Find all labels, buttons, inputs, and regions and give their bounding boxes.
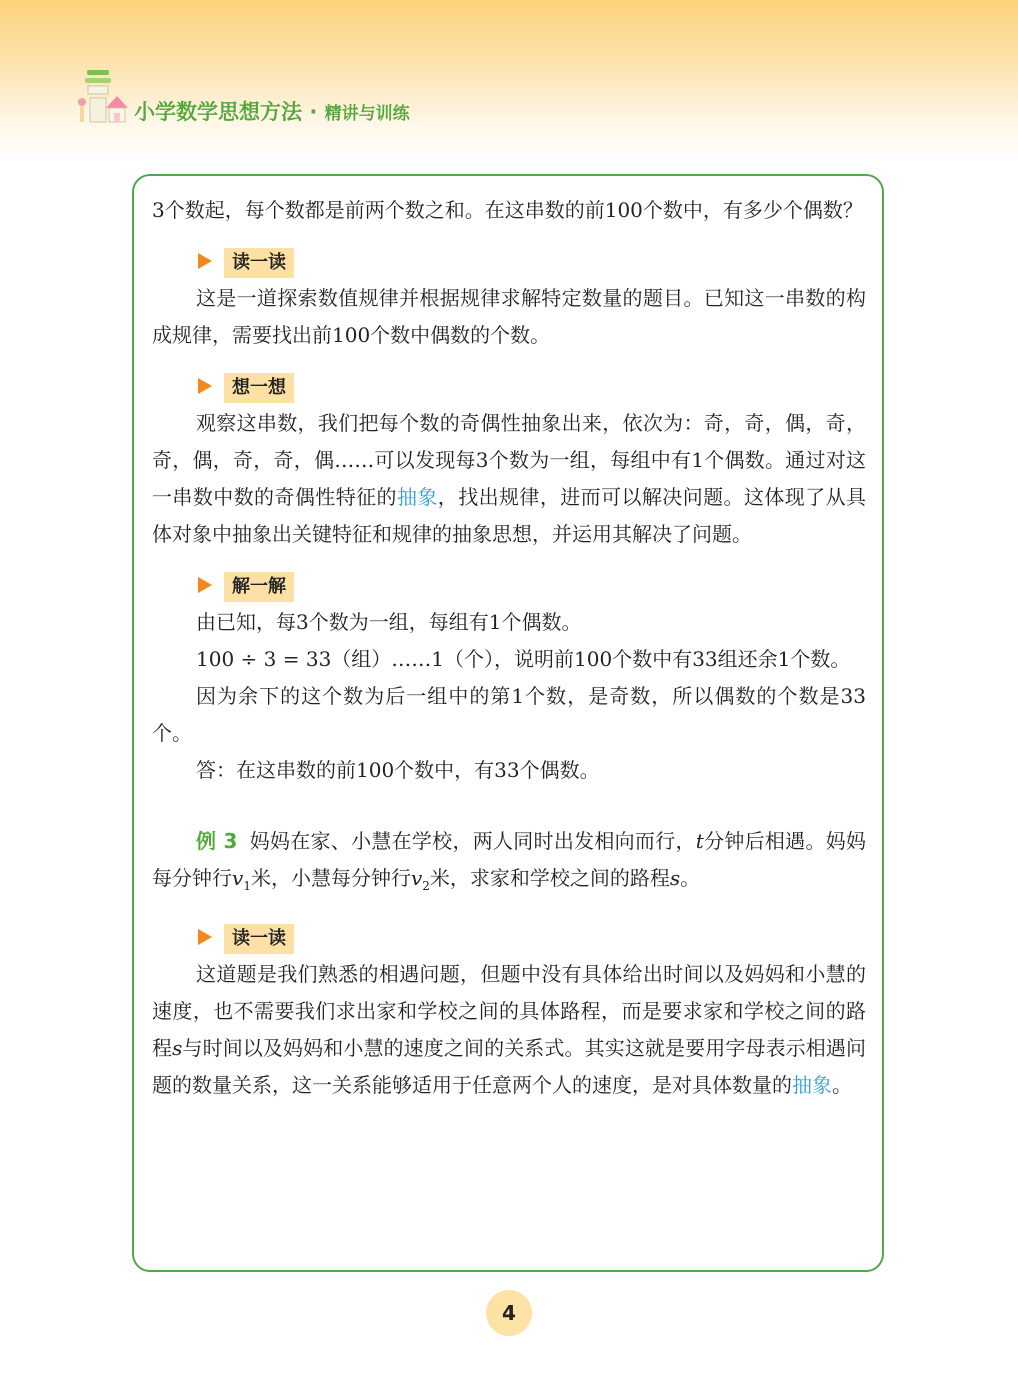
solve-label: 解一解	[224, 572, 294, 602]
series-title	[134, 96, 410, 126]
example-text: 米，求家和学校之间的路程	[429, 866, 670, 890]
think-label: 想一想	[224, 373, 294, 403]
example-read-text: 这道题是我们熟悉的相遇问题，但题中没有具体给出时间以及妈妈和小慧的速度，也不需要我们求出家和学校之间的具体路程，而是要求家和学校之间的路程	[152, 962, 866, 1060]
read-label: 读一读	[224, 248, 294, 278]
example-text: 分钟后相遇。妈妈每分钟行	[152, 829, 867, 890]
triangle-bullet-icon	[198, 253, 212, 269]
triangle-bullet-icon	[198, 577, 212, 593]
read-paragraph: 这是一道探索数值规律并根据规律求解特定数量的题目。已知这一串数的构成规律，需要找出前100个数中偶数的个数。	[152, 286, 866, 347]
example-3-read-label: 读一读	[224, 924, 294, 954]
page-content	[152, 192, 866, 1104]
series-name: 小学数学思想方法	[134, 100, 302, 124]
example-3-problem	[152, 823, 866, 905]
section-solve-heading	[198, 570, 866, 600]
triangle-bullet-icon	[198, 378, 212, 394]
abstraction-highlight: 抽象	[792, 1073, 832, 1097]
example-3-read-paragraph	[152, 956, 866, 1104]
think-paragraph	[152, 405, 866, 553]
var-s: s	[669, 866, 681, 890]
example-text: 。	[680, 866, 701, 890]
solve-line-3: 因为余下的这个数为后一组中的第1个数，是奇数，所以偶数的个数是33个。	[152, 684, 866, 745]
solve-line-1: 由已知，每3个数为一组，每组有1个偶数。	[196, 610, 582, 634]
house-logo-icon	[76, 66, 132, 126]
title-separator: ·	[309, 100, 318, 124]
example-3-label: 例 3	[196, 829, 238, 853]
subscript-1: 1	[243, 879, 251, 893]
answer-line: 答：在这串数的前100个数中，有33个偶数。	[196, 758, 600, 782]
var-s: s	[172, 1036, 183, 1060]
example-text: 米，小慧每分钟行	[250, 866, 411, 890]
example-text: 妈妈在家、小慧在学校，两人同时出发相向而行，	[249, 829, 696, 853]
example-read-text: 与时间以及妈妈和小慧的速度之间的关系式。其实这就是要用字母表示相遇问题的数量关系，这一关系能够适用于任意两个人的速度，是对具体数量的	[152, 1036, 867, 1097]
problem-tail: 3个数起，每个数都是前两个数之和。在这串数的前100个数中，有多少个偶数？	[152, 198, 863, 222]
subscript-2: 2	[422, 879, 430, 893]
example-read-text: 。	[832, 1073, 852, 1097]
series-subtitle: 精讲与训练	[324, 104, 410, 124]
think-text-before: 观察这串数，我们把每个数的奇偶性抽象出来，依次为：奇，奇，偶，奇，奇，偶，奇，奇，偶……可以发现每3个数为一组，每组中有1个偶数。通过对这一串数中数的奇偶性特征的	[152, 411, 866, 509]
solve-line-2: 100 ÷ 3 = 33（组）……1（个），说明前100个数中有33组还余1个数。	[196, 647, 851, 671]
page-number: 4	[486, 1290, 532, 1336]
section-read-heading	[198, 246, 866, 276]
var-t: t	[695, 829, 704, 853]
example-3-read-heading	[198, 922, 866, 952]
think-text-after: ，找出规律，进而可以解决问题。这体现了从具体对象中抽象出关键特征和规律的抽象思想，并运用其解决了问题。	[152, 485, 867, 546]
abstraction-highlight: 抽象	[396, 485, 438, 509]
page-header	[76, 66, 776, 126]
section-think-heading	[198, 371, 866, 401]
var-v1: v	[232, 866, 244, 890]
var-v2: v	[410, 866, 423, 890]
triangle-bullet-icon	[198, 929, 212, 945]
